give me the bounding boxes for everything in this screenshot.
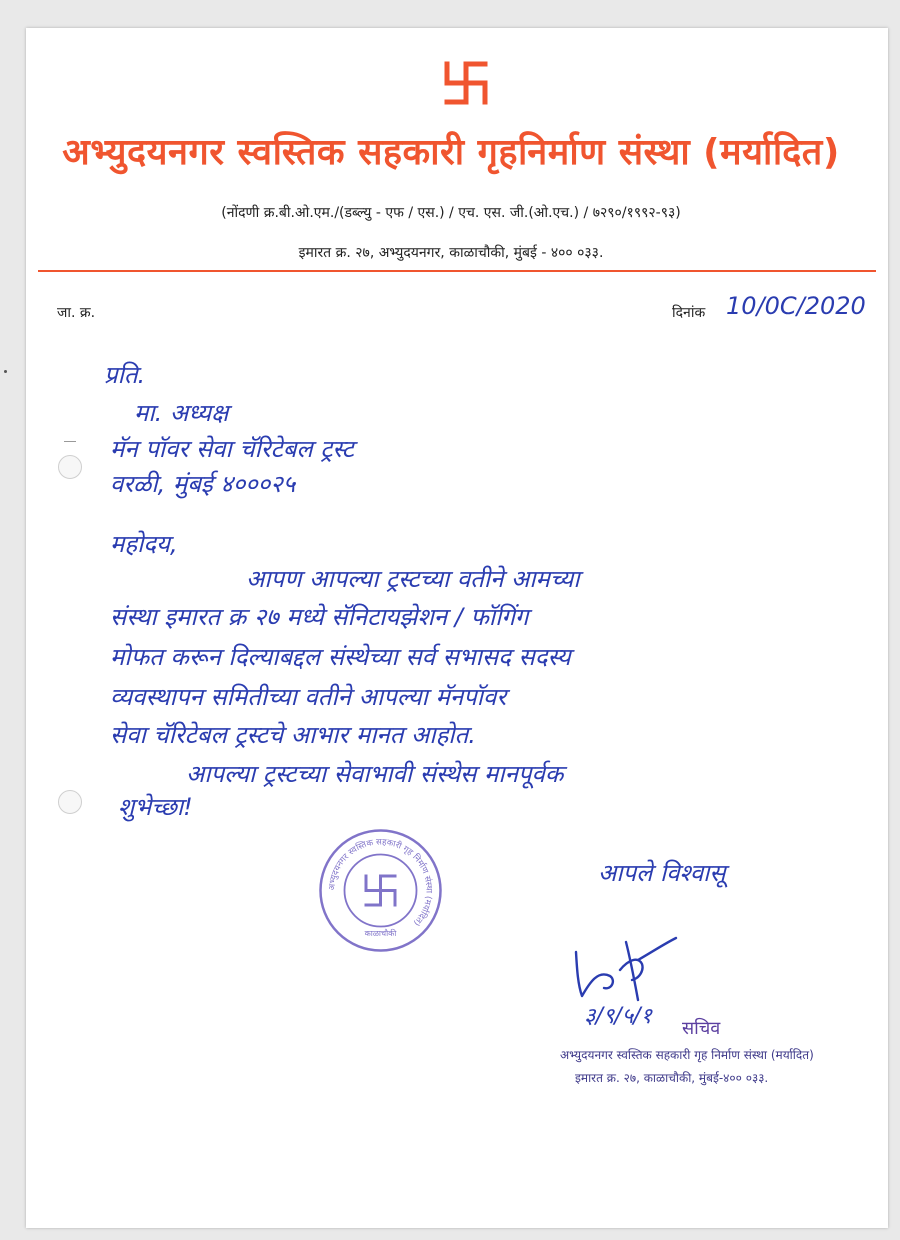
registration-number: (नोंदणी क्र.बी.ओ.एम./(डब्ल्यु - एफ / एस.) / एच. एस. जी.(ओ.एच.) / ७२९०/१९९२-९३) bbox=[221, 205, 681, 221]
recipient-line: मा. अध्यक्ष bbox=[134, 399, 229, 427]
body-line: आपण आपल्या ट्रस्टच्या वतीने आमच्या bbox=[246, 565, 580, 593]
date-label: दिनांक bbox=[672, 305, 706, 321]
date-value: 10/0C/2020 bbox=[726, 292, 866, 320]
body-line: व्यवस्थापन समितीच्या वतीने आपल्या मॅनपॉवर bbox=[110, 683, 507, 711]
swastika-logo-icon bbox=[441, 58, 491, 108]
punch-hole bbox=[58, 790, 82, 814]
header-divider bbox=[38, 270, 876, 272]
recipient-line: मॅन पॉवर सेवा चॅरिटेबल ट्रस्ट bbox=[110, 435, 354, 463]
body-line: आपल्या ट्रस्टच्या सेवाभावी संस्थेस मानपूर्वक bbox=[186, 760, 564, 788]
salutation: महोदय, bbox=[110, 530, 178, 558]
secretary-organization: अभ्युदयनगर स्वस्तिक सहकारी गृह निर्माण संस्था (मर्यादित) bbox=[560, 1048, 814, 1062]
body-line: मोफत करून दिल्याबद्दल संस्थेच्या सर्व सभासद सदस्य bbox=[110, 643, 571, 671]
seal-bottom-text: काळाचौकी bbox=[364, 929, 397, 938]
seal-ring-text: अभ्युदयनगर स्वस्तिक सहकारी गृह निर्माण संस्था (मर्यादित) bbox=[327, 837, 434, 928]
reference-number-label: जा. क्र. bbox=[57, 305, 96, 321]
handwritten-signature bbox=[568, 930, 678, 1005]
secretary-title: सचिव bbox=[682, 1018, 721, 1039]
punch-hole bbox=[58, 455, 82, 479]
stray-mark bbox=[4, 370, 7, 373]
body-line: सेवा चॅरिटेबल ट्रस्टचे आभार मानत आहोत. bbox=[110, 721, 476, 749]
body-line: शुभेच्छा! bbox=[118, 793, 193, 821]
to-label: प्रति. bbox=[104, 361, 146, 389]
secretary-initials: ३/९/५/१ bbox=[584, 1004, 652, 1029]
recipient-line: वरळी, मुंबई ४०००२५ bbox=[110, 470, 296, 498]
body-line: संस्था इमारत क्र २७ मध्ये सॅनिटायझेशन / फॉगिंग bbox=[110, 603, 529, 631]
organization-title: अभ्युदयनगर स्वस्तिक सहकारी गृहनिर्माण संस्था (मर्यादित) bbox=[62, 132, 840, 173]
secretary-address: इमारत क्र. २७, काळाचौकी, मुंबई-४०० ०३३. bbox=[575, 1071, 769, 1085]
closing-remark: आपले विश्वासू bbox=[598, 859, 726, 887]
society-seal-stamp bbox=[318, 828, 443, 953]
margin-mark bbox=[64, 441, 76, 442]
organization-address: इमारत क्र. २७, अभ्युदयनगर, काळाचौकी, मुंबई - ४०० ०३३. bbox=[298, 245, 604, 261]
swastika-icon bbox=[366, 876, 395, 905]
